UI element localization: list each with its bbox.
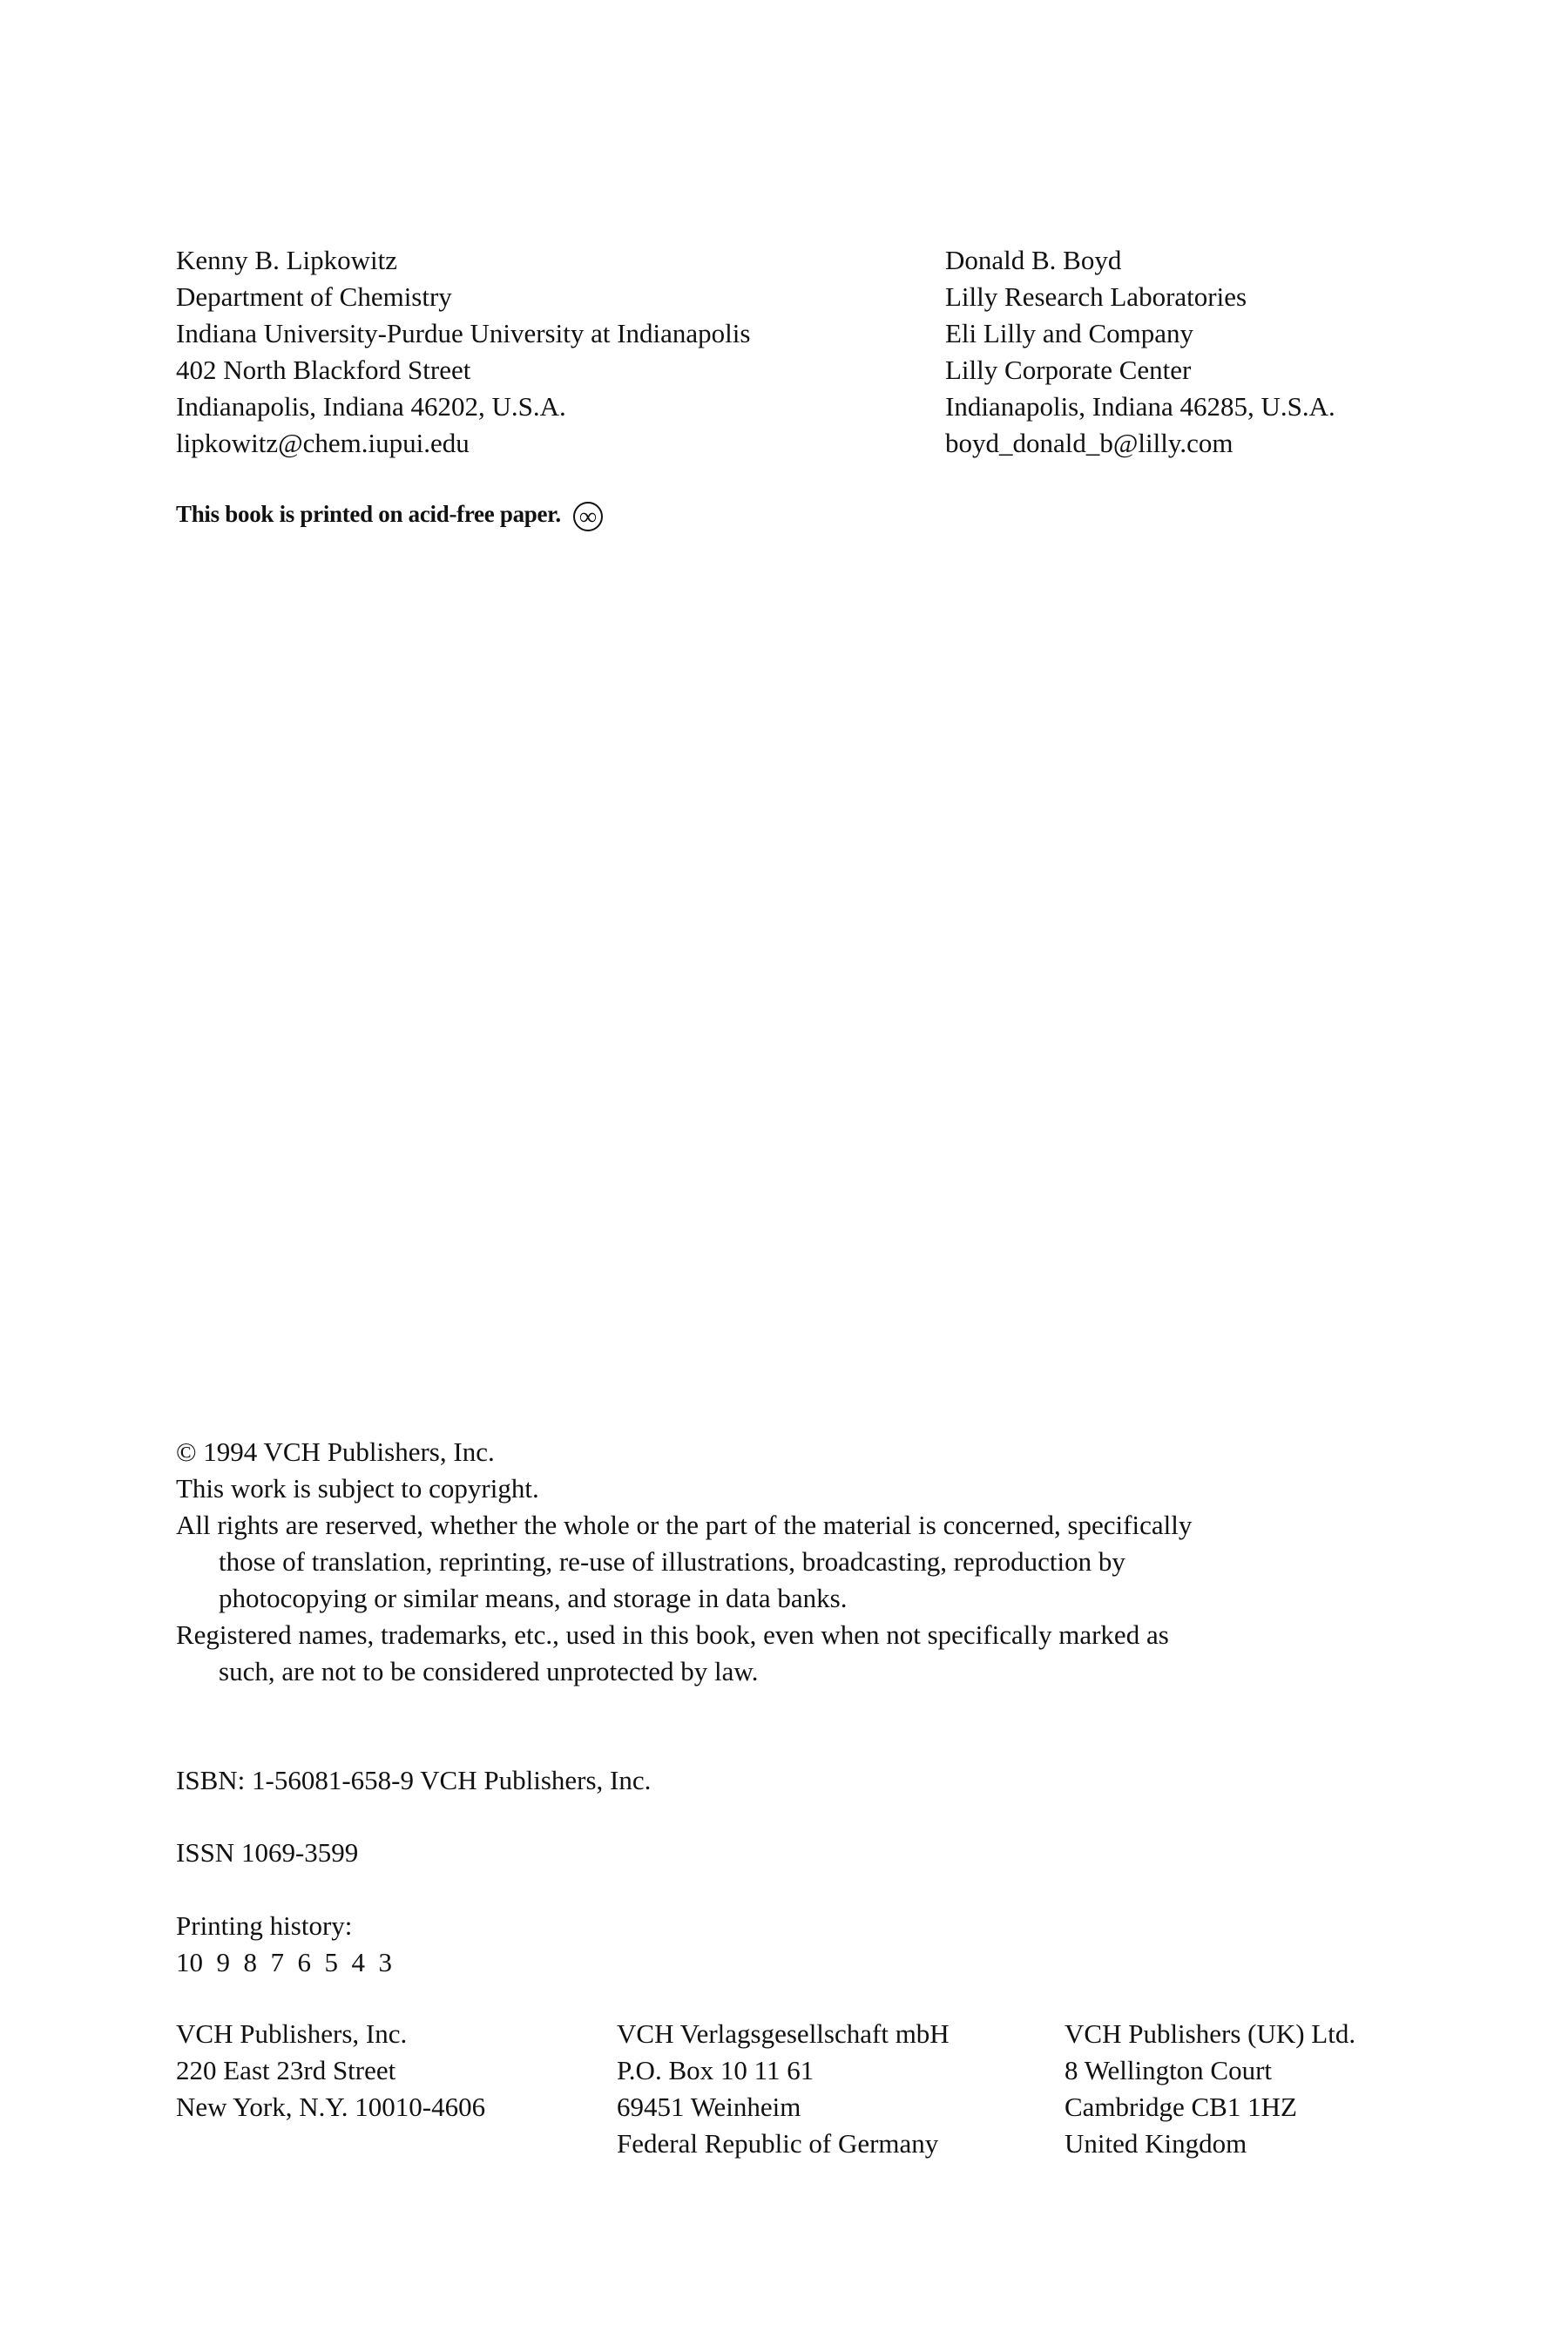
printing-history-label: Printing history: [176,1910,353,1941]
copyright-block [176,1434,1192,1690]
email: boyd_donald_b@lilly.com [945,428,1233,458]
rights-text: All rights are reserved, whether the whole or the part of the material is concerned, specifically [176,1510,1193,1540]
publisher-line: Cambridge CB1 1HZ [1064,2092,1297,2122]
publisher-line: 8 Wellington Court [1064,2055,1273,2085]
publisher-line: Federal Republic of Germany [617,2128,939,2159]
publisher-uk [1064,2016,1355,2162]
city: Indianapolis, Indiana 46202, U.S.A. [176,391,566,422]
institution: Eli Lilly and Company [945,318,1193,348]
publisher-us [176,2016,485,2126]
editor-right-address [945,242,1335,462]
acid-free-note [176,496,603,532]
copyright-line: © 1994 VCH Publishers, Inc. [176,1436,495,1467]
city: Indianapolis, Indiana 46285, U.S.A. [945,391,1335,422]
acid-free-text: This book is printed on acid-free paper. [176,501,561,527]
isbn: ISBN: 1-56081-658-9 VCH Publishers, Inc. [176,1765,652,1795]
department: Lilly Research Laboratories [945,281,1247,312]
rights-text: photocopying or similar means, and storage in data banks. [219,1583,848,1613]
street: 402 North Blackford Street [176,355,471,385]
rights-text: those of translation, reprinting, re-use of illustrations, broadcasting, reproduction by [219,1546,1125,1577]
editor-name: Donald B. Boyd [945,245,1122,275]
street: Lilly Corporate Center [945,355,1192,385]
infinity-paper-icon: ∞ [573,502,603,531]
publisher-line: 220 East 23rd Street [176,2055,396,2085]
department: Department of Chemistry [176,281,452,312]
institution: Indiana University-Purdue University at Indianapolis [176,318,751,348]
publisher-germany [617,2016,950,2162]
publisher-line: P.O. Box 10 11 61 [617,2055,814,2085]
copyright-subject: This work is subject to copyright. [176,1473,539,1504]
publisher-line: VCH Verlagsgesellschaft mbH [617,2018,950,2049]
registered-text: such, are not to be considered unprotected by law. [219,1656,759,1686]
email: lipkowitz@chem.iupui.edu [176,428,470,458]
publisher-line: New York, N.Y. 10010-4606 [176,2092,486,2122]
printing-history [176,1908,392,1981]
publisher-line: United Kingdom [1064,2128,1247,2159]
editor-name: Kenny B. Lipkowitz [176,245,397,275]
publisher-line: 69451 Weinheim [617,2092,801,2122]
publisher-line: VCH Publishers (UK) Ltd. [1064,2018,1356,2049]
editor-left-address [176,242,750,462]
publisher-line: VCH Publishers, Inc. [176,2018,408,2049]
issn: ISSN 1069-3599 [176,1837,359,1868]
printing-history-numbers: 10 9 8 7 6 5 4 3 [176,1947,392,1977]
registered-text: Registered names, trademarks, etc., used in this book, even when not specifically marked as [176,1619,1169,1650]
